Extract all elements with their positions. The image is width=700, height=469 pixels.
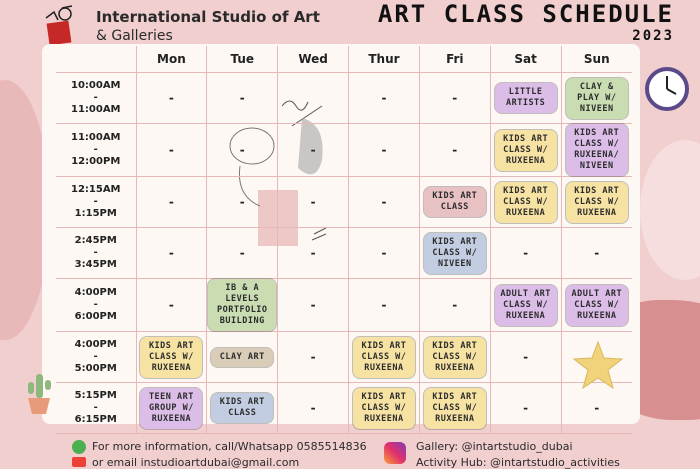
class-cell xyxy=(136,332,207,383)
class-cell xyxy=(419,177,490,228)
empty-cell: - xyxy=(136,124,207,177)
empty-cell: - xyxy=(207,228,278,279)
class-note: KIDS ART CLASS W/ RUXEENA xyxy=(424,388,486,429)
empty-cell: - xyxy=(561,228,632,279)
empty-cell: - xyxy=(490,332,561,383)
instagram-icon xyxy=(384,442,406,464)
class-note: KIDS ART CLASS W/ RUXEENA xyxy=(424,337,486,378)
time-slot: 12:15AM - 1:15PM xyxy=(56,177,136,228)
class-note: KIDS ART CLASS W/ RUXEENA xyxy=(353,337,415,378)
time-slot: 5:15PM - 6:15PM xyxy=(56,383,136,434)
empty-cell: - xyxy=(207,124,278,177)
class-note: ADULT ART CLASS W/ RUXEENA xyxy=(495,285,557,326)
empty-cell: - xyxy=(349,228,420,279)
empty-cell xyxy=(278,73,349,124)
class-cell xyxy=(561,73,632,124)
class-note: KIDS ART CLASS W/ RUXEENA xyxy=(566,182,628,223)
empty-cell: - xyxy=(207,177,278,228)
class-note: IB & A LEVELS PORTFOLIO BUILDING xyxy=(208,279,276,331)
day-header-row xyxy=(56,46,632,73)
time-slot: 10:00AM - 11:00AM xyxy=(56,73,136,124)
day-header-mon: Mon xyxy=(136,46,207,73)
class-note: KIDS ART CLASS W/ RUXEENA xyxy=(140,337,202,378)
day-header-sat: Sat xyxy=(490,46,561,73)
brand-subtitle: & Galleries xyxy=(96,28,173,44)
class-note: KIDS ART CLASS W/ NIVEEN xyxy=(424,233,486,274)
time-row xyxy=(56,383,632,434)
brand-name: International Studio of Art xyxy=(96,8,320,26)
schedule-year: 2023 xyxy=(632,28,674,44)
class-cell xyxy=(207,383,278,434)
class-note: KIDS ART CLASS xyxy=(211,393,273,423)
empty-cell: - xyxy=(349,124,420,177)
class-cell xyxy=(419,228,490,279)
brand-header xyxy=(44,4,334,46)
empty-cell: - xyxy=(349,279,420,332)
empty-cell: - xyxy=(136,177,207,228)
empty-cell: - xyxy=(278,383,349,434)
class-note: CLAY ART xyxy=(211,348,273,367)
empty-cell: - xyxy=(419,73,490,124)
class-cell xyxy=(490,279,561,332)
time-slot: 4:00PM - 6:00PM xyxy=(56,279,136,332)
class-cell xyxy=(561,177,632,228)
class-note: KIDS ART CLASS W/ RUXEENA/ NIVEEN xyxy=(566,124,628,176)
class-note: ADULT ART CLASS W/ RUXEENA xyxy=(566,285,628,326)
logo-icon xyxy=(44,4,82,48)
schedule-table xyxy=(56,46,632,434)
class-note: KIDS ART CLASS W/ RUXEENA xyxy=(495,182,557,223)
time-row xyxy=(56,124,632,177)
empty-cell: - xyxy=(278,279,349,332)
empty-cell: - xyxy=(490,228,561,279)
contact-phone: For more information, call/Whatsapp 0585514836 xyxy=(92,440,367,453)
class-cell xyxy=(207,332,278,383)
empty-cell: - xyxy=(490,383,561,434)
time-slot: 11:00AM - 12:00PM xyxy=(56,124,136,177)
class-cell xyxy=(490,177,561,228)
time-slot: 2:45PM - 3:45PM xyxy=(56,228,136,279)
empty-cell: - xyxy=(561,383,632,434)
day-header-fri: Fri xyxy=(419,46,490,73)
empty-cell: - xyxy=(278,124,349,177)
page-title: ART CLASS SCHEDULE xyxy=(377,0,674,28)
class-note: KIDS ART CLASS W/ RUXEENA xyxy=(495,130,557,171)
empty-cell: - xyxy=(419,279,490,332)
class-cell xyxy=(349,383,420,434)
class-cell xyxy=(349,332,420,383)
time-row xyxy=(56,279,632,332)
empty-cell: - xyxy=(278,228,349,279)
cactus-plant-icon xyxy=(22,370,56,416)
gallery-handle: Gallery: @intartstudio_dubai xyxy=(416,440,573,453)
class-cell xyxy=(419,332,490,383)
time-slot: 4:00PM - 5:00PM xyxy=(56,332,136,383)
time-row xyxy=(56,177,632,228)
gmail-icon xyxy=(72,457,86,467)
empty-cell: - xyxy=(136,279,207,332)
class-note: KIDS ART CLASS W/ RUXEENA xyxy=(353,388,415,429)
class-cell xyxy=(561,279,632,332)
clock-icon xyxy=(644,66,690,112)
star-icon xyxy=(572,340,624,390)
empty-cell: - xyxy=(349,177,420,228)
activity-hub-handle: Activity Hub: @intartstudio_activities xyxy=(416,456,620,469)
day-header-tue: Tue xyxy=(207,46,278,73)
day-header-wed: Wed xyxy=(278,46,349,73)
class-note: TEEN ART GROUP W/ RUXEENA xyxy=(140,388,202,429)
class-cell xyxy=(207,279,278,332)
day-header-thur: Thur xyxy=(349,46,420,73)
time-row xyxy=(56,332,632,383)
class-note: KIDS ART CLASS xyxy=(424,187,486,217)
class-note: CLAY & PLAY W/ NIVEEN xyxy=(566,78,628,119)
class-cell xyxy=(136,383,207,434)
empty-cell: - xyxy=(278,177,349,228)
time-row xyxy=(56,228,632,279)
empty-cell: - xyxy=(136,73,207,124)
contact-email: or email instudioartdubai@gmail.com xyxy=(92,456,300,469)
empty-cell: - xyxy=(278,332,349,383)
class-cell xyxy=(561,124,632,177)
class-cell xyxy=(419,383,490,434)
class-cell xyxy=(490,73,561,124)
class-cell xyxy=(490,124,561,177)
time-row xyxy=(56,73,632,124)
header-corner xyxy=(56,46,136,73)
whatsapp-icon xyxy=(72,440,86,454)
empty-cell: - xyxy=(419,124,490,177)
decor-blob xyxy=(640,140,700,280)
empty-cell: - xyxy=(349,73,420,124)
class-note: LITTLE ARTISTS xyxy=(495,83,557,113)
empty-cell: - xyxy=(136,228,207,279)
empty-cell: - xyxy=(207,73,278,124)
day-header-sun: Sun xyxy=(561,46,632,73)
